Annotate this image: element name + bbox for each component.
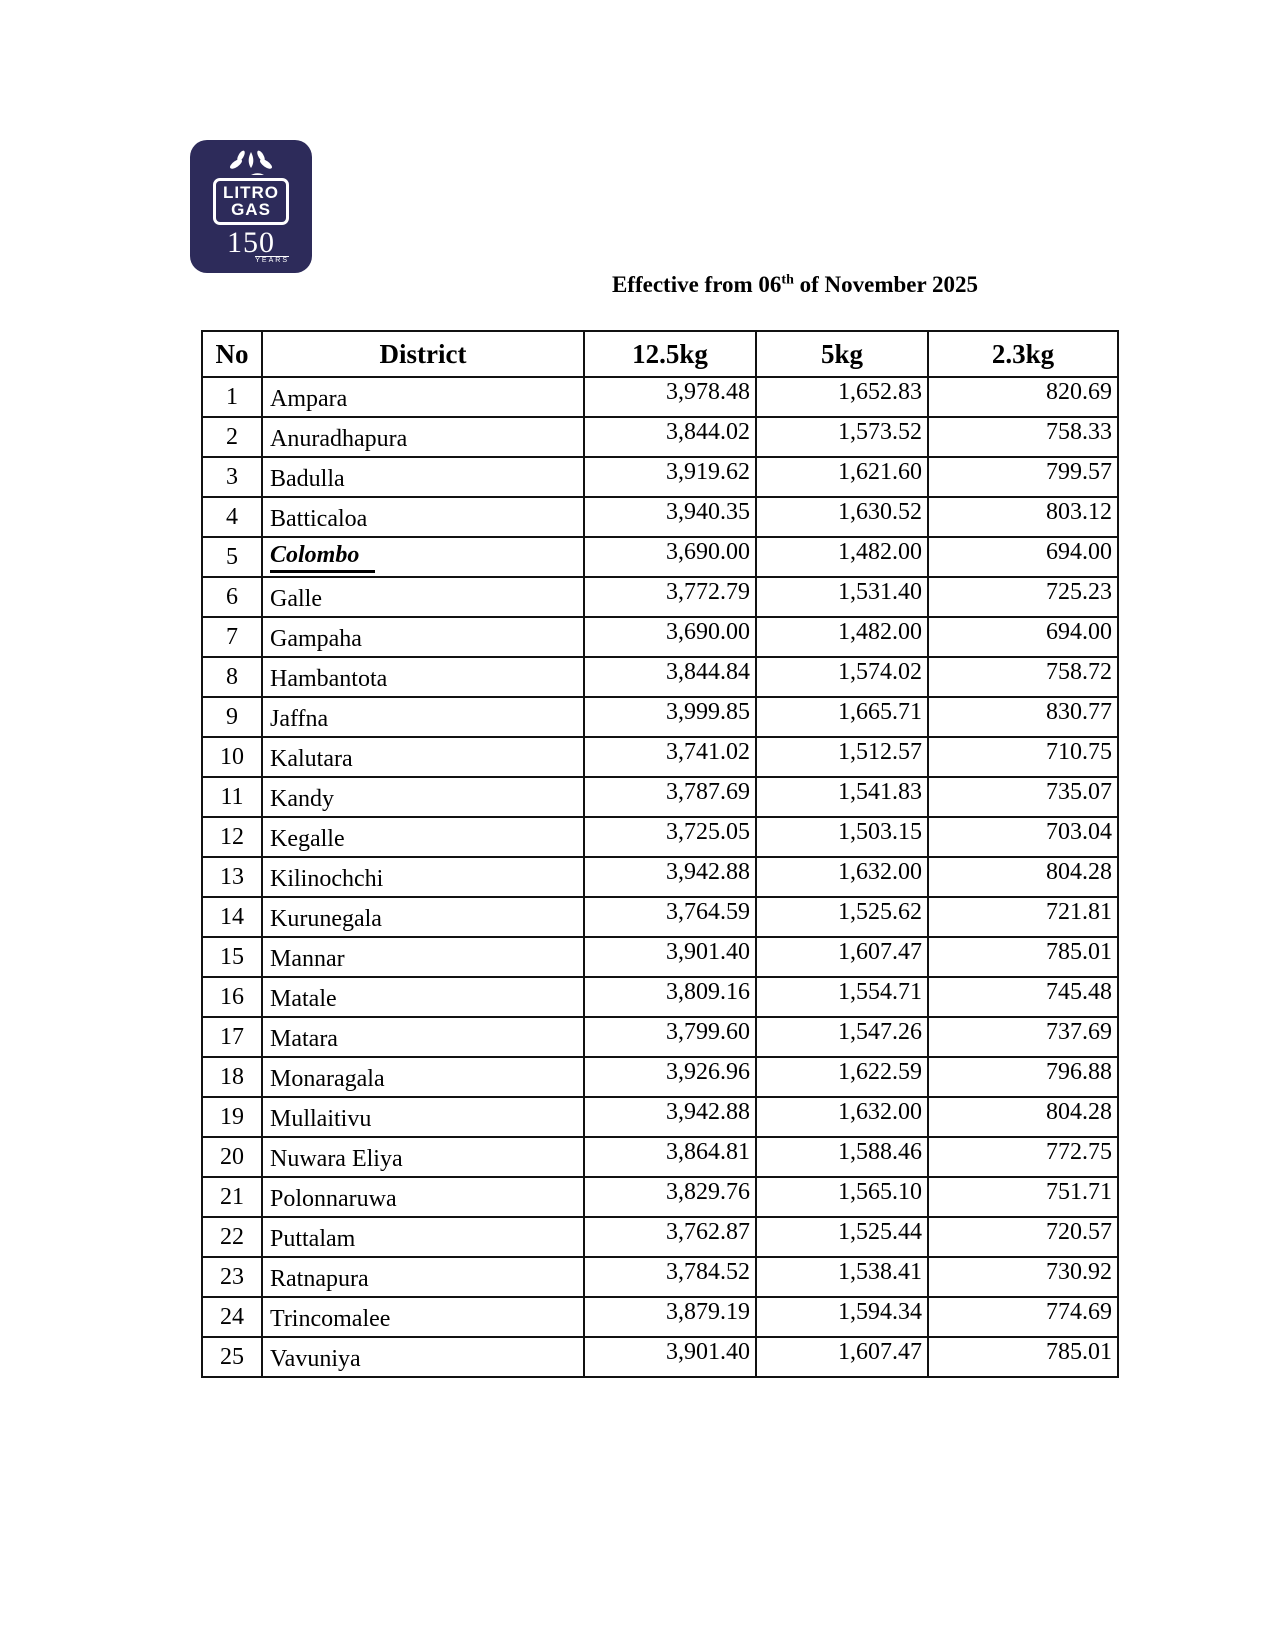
price-12-5kg-cell: 3,762.87 (584, 1217, 756, 1257)
price-2-3kg-cell: 820.69 (928, 377, 1118, 417)
effective-date-heading (475, 272, 1115, 298)
price-5kg-cell: 1,512.57 (756, 737, 928, 777)
header-district: District (262, 331, 584, 377)
price-2-3kg-cell: 694.00 (928, 617, 1118, 657)
price-5kg-cell: 1,541.83 (756, 777, 928, 817)
price-5kg-cell: 1,632.00 (756, 1097, 928, 1137)
row-number-cell: 13 (202, 857, 262, 897)
row-number-cell: 16 (202, 977, 262, 1017)
heading-superscript: th (781, 272, 794, 288)
table-row (202, 1257, 1118, 1297)
price-12-5kg-cell: 3,901.40 (584, 937, 756, 977)
price-5kg-cell: 1,665.71 (756, 697, 928, 737)
flame-sun-icon (220, 150, 282, 176)
table-row (202, 577, 1118, 617)
logo-line2: GAS (231, 200, 271, 219)
price-5kg-cell: 1,565.10 (756, 1177, 928, 1217)
price-12-5kg-cell: 3,999.85 (584, 697, 756, 737)
price-2-3kg-cell: 772.75 (928, 1137, 1118, 1177)
price-12-5kg-cell: 3,978.48 (584, 377, 756, 417)
table-row (202, 857, 1118, 897)
district-cell: Galle (262, 577, 584, 617)
price-table (201, 330, 1119, 1378)
table-row (202, 777, 1118, 817)
price-5kg-cell: 1,503.15 (756, 817, 928, 857)
logo-years-label: YEARS (255, 256, 289, 264)
district-cell: Ratnapura (262, 1257, 584, 1297)
price-2-3kg-cell: 721.81 (928, 897, 1118, 937)
price-5kg-cell: 1,547.26 (756, 1017, 928, 1057)
row-number-cell: 21 (202, 1177, 262, 1217)
price-2-3kg-cell: 785.01 (928, 1337, 1118, 1377)
price-12-5kg-cell: 3,926.96 (584, 1057, 756, 1097)
table-row (202, 817, 1118, 857)
district-cell: Hambantota (262, 657, 584, 697)
price-12-5kg-cell: 3,799.60 (584, 1017, 756, 1057)
price-12-5kg-cell: 3,690.00 (584, 537, 756, 577)
logo-line1: LITRO (223, 183, 279, 202)
row-number-cell: 23 (202, 1257, 262, 1297)
district-cell: Mullaitivu (262, 1097, 584, 1137)
price-12-5kg-cell: 3,784.52 (584, 1257, 756, 1297)
district-cell: Vavuniya (262, 1337, 584, 1377)
price-5kg-cell: 1,652.83 (756, 377, 928, 417)
row-number-cell: 5 (202, 537, 262, 577)
table-row (202, 657, 1118, 697)
table-row (202, 1217, 1118, 1257)
heading-suffix: of November 2025 (793, 272, 979, 297)
price-2-3kg-cell: 703.04 (928, 817, 1118, 857)
heading-prefix: Effective from 06 (611, 272, 782, 297)
table-row (202, 1297, 1118, 1337)
logo-wordmark (213, 178, 289, 225)
row-number-cell: 15 (202, 937, 262, 977)
table-row (202, 617, 1118, 657)
row-number-cell: 6 (202, 577, 262, 617)
price-2-3kg-cell: 730.92 (928, 1257, 1118, 1297)
row-number-cell: 9 (202, 697, 262, 737)
price-5kg-cell: 1,525.62 (756, 897, 928, 937)
price-2-3kg-cell: 804.28 (928, 857, 1118, 897)
header-2-3kg: 2.3kg (928, 331, 1118, 377)
price-2-3kg-cell: 737.69 (928, 1017, 1118, 1057)
row-number-cell: 17 (202, 1017, 262, 1057)
row-number-cell: 19 (202, 1097, 262, 1137)
price-2-3kg-cell: 796.88 (928, 1057, 1118, 1097)
row-number-cell: 12 (202, 817, 262, 857)
logo-150-years (227, 226, 289, 264)
row-number-cell: 11 (202, 777, 262, 817)
price-2-3kg-cell: 751.71 (928, 1177, 1118, 1217)
header-12-5kg: 12.5kg (584, 331, 756, 377)
table-row (202, 1017, 1118, 1057)
price-2-3kg-cell: 830.77 (928, 697, 1118, 737)
price-5kg-cell: 1,622.59 (756, 1057, 928, 1097)
district-cell: Jaffna (262, 697, 584, 737)
row-number-cell: 4 (202, 497, 262, 537)
price-5kg-cell: 1,607.47 (756, 1337, 928, 1377)
price-12-5kg-cell: 3,725.05 (584, 817, 756, 857)
row-number-cell: 25 (202, 1337, 262, 1377)
litro-gas-logo (190, 140, 312, 273)
price-12-5kg-cell: 3,772.79 (584, 577, 756, 617)
price-2-3kg-cell: 785.01 (928, 937, 1118, 977)
row-number-cell: 1 (202, 377, 262, 417)
row-number-cell: 3 (202, 457, 262, 497)
logo-150-number: 150 (227, 226, 275, 259)
row-number-cell: 22 (202, 1217, 262, 1257)
price-5kg-cell: 1,531.40 (756, 577, 928, 617)
price-2-3kg-cell: 799.57 (928, 457, 1118, 497)
price-12-5kg-cell: 3,919.62 (584, 457, 756, 497)
table-row (202, 937, 1118, 977)
price-12-5kg-cell: 3,787.69 (584, 777, 756, 817)
price-2-3kg-cell: 710.75 (928, 737, 1118, 777)
table-row (202, 1137, 1118, 1177)
price-table-rows (202, 377, 1118, 1377)
district-cell: Monaragala (262, 1057, 584, 1097)
row-number-cell: 24 (202, 1297, 262, 1337)
district-cell: Gampaha (262, 617, 584, 657)
district-cell: Nuwara Eliya (262, 1137, 584, 1177)
header-5kg: 5kg (756, 331, 928, 377)
table-row (202, 737, 1118, 777)
district-cell: Kegalle (262, 817, 584, 857)
table-row (202, 897, 1118, 937)
table-row (202, 417, 1118, 457)
row-number-cell: 14 (202, 897, 262, 937)
emphasized-district-label: Colombo (270, 542, 375, 573)
district-cell: Batticaloa (262, 497, 584, 537)
table-row (202, 537, 1118, 577)
price-5kg-cell: 1,482.00 (756, 617, 928, 657)
price-2-3kg-cell: 735.07 (928, 777, 1118, 817)
row-number-cell: 10 (202, 737, 262, 777)
price-5kg-cell: 1,632.00 (756, 857, 928, 897)
table-row (202, 377, 1118, 417)
district-cell (262, 537, 584, 577)
price-5kg-cell: 1,594.34 (756, 1297, 928, 1337)
table-row (202, 1097, 1118, 1137)
price-12-5kg-cell: 3,829.76 (584, 1177, 756, 1217)
district-cell: Trincomalee (262, 1297, 584, 1337)
table-row (202, 1337, 1118, 1377)
price-2-3kg-cell: 758.72 (928, 657, 1118, 697)
price-12-5kg-cell: 3,690.00 (584, 617, 756, 657)
row-number-cell: 8 (202, 657, 262, 697)
price-12-5kg-cell: 3,901.40 (584, 1337, 756, 1377)
district-cell: Kilinochchi (262, 857, 584, 897)
row-number-cell: 7 (202, 617, 262, 657)
price-2-3kg-cell: 720.57 (928, 1217, 1118, 1257)
row-number-cell: 20 (202, 1137, 262, 1177)
price-12-5kg-cell: 3,844.84 (584, 657, 756, 697)
table-row (202, 1177, 1118, 1217)
row-number-cell: 18 (202, 1057, 262, 1097)
price-2-3kg-cell: 758.33 (928, 417, 1118, 457)
price-12-5kg-cell: 3,844.02 (584, 417, 756, 457)
price-12-5kg-cell: 3,942.88 (584, 1097, 756, 1137)
table-row (202, 977, 1118, 1017)
district-cell: Anuradhapura (262, 417, 584, 457)
district-cell: Badulla (262, 457, 584, 497)
table-row (202, 697, 1118, 737)
price-5kg-cell: 1,525.44 (756, 1217, 928, 1257)
price-5kg-cell: 1,573.52 (756, 417, 928, 457)
price-5kg-cell: 1,607.47 (756, 937, 928, 977)
price-12-5kg-cell: 3,809.16 (584, 977, 756, 1017)
price-5kg-cell: 1,630.52 (756, 497, 928, 537)
district-cell: Kurunegala (262, 897, 584, 937)
price-5kg-cell: 1,588.46 (756, 1137, 928, 1177)
district-cell: Matara (262, 1017, 584, 1057)
price-5kg-cell: 1,482.00 (756, 537, 928, 577)
price-2-3kg-cell: 774.69 (928, 1297, 1118, 1337)
price-2-3kg-cell: 803.12 (928, 497, 1118, 537)
price-5kg-cell: 1,554.71 (756, 977, 928, 1017)
district-cell: Kalutara (262, 737, 584, 777)
row-number-cell: 2 (202, 417, 262, 457)
district-cell: Polonnaruwa (262, 1177, 584, 1217)
table-row (202, 457, 1118, 497)
price-2-3kg-cell: 745.48 (928, 977, 1118, 1017)
price-12-5kg-cell: 3,879.19 (584, 1297, 756, 1337)
district-cell: Kandy (262, 777, 584, 817)
price-5kg-cell: 1,574.02 (756, 657, 928, 697)
price-12-5kg-cell: 3,942.88 (584, 857, 756, 897)
table-row (202, 1057, 1118, 1097)
price-12-5kg-cell: 3,764.59 (584, 897, 756, 937)
district-cell: Ampara (262, 377, 584, 417)
price-5kg-cell: 1,621.60 (756, 457, 928, 497)
price-2-3kg-cell: 725.23 (928, 577, 1118, 617)
price-12-5kg-cell: 3,864.81 (584, 1137, 756, 1177)
price-2-3kg-cell: 804.28 (928, 1097, 1118, 1137)
district-cell: Mannar (262, 937, 584, 977)
price-12-5kg-cell: 3,741.02 (584, 737, 756, 777)
table-header-row (202, 331, 1118, 377)
district-cell: Puttalam (262, 1217, 584, 1257)
table-row (202, 497, 1118, 537)
price-5kg-cell: 1,538.41 (756, 1257, 928, 1297)
price-12-5kg-cell: 3,940.35 (584, 497, 756, 537)
price-2-3kg-cell: 694.00 (928, 537, 1118, 577)
district-cell: Matale (262, 977, 584, 1017)
header-no: No (202, 331, 262, 377)
